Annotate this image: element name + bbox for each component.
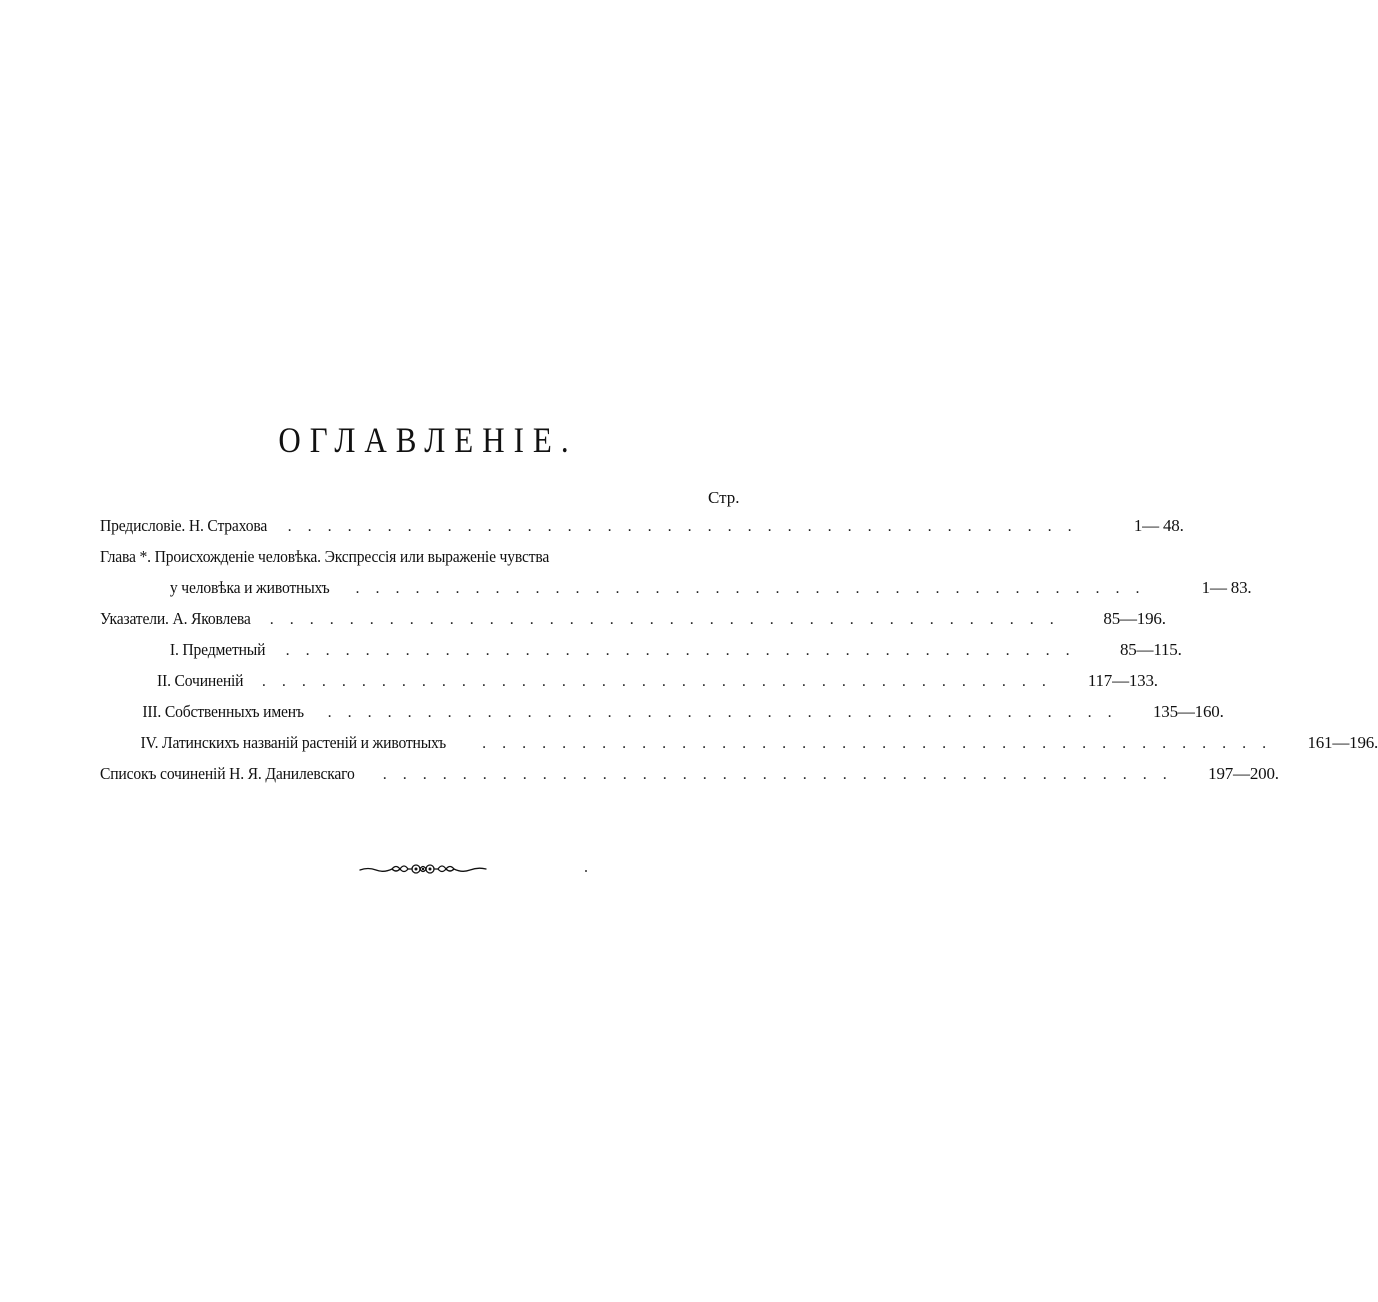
toc-entry-page: 135—160. bbox=[1152, 702, 1224, 721]
toc-entry-page: 161—196. bbox=[1307, 733, 1378, 752]
toc-entry-label: Списокъ сочиненій Н. Я. Данилевскаго bbox=[100, 764, 355, 783]
toc-entry-continuation bbox=[100, 576, 1252, 607]
toc-entry-label: IV. Латинскихъ названій растеній и животныхъ bbox=[140, 733, 447, 752]
toc-entry bbox=[100, 514, 1184, 545]
toc-entry bbox=[100, 762, 1279, 793]
toc-leader-dots: . . . . . . . . . . . . . . . . . . . . . . . . . . . . . . . . . . . . . . . . bbox=[355, 580, 1146, 597]
toc-entry-label: Глава *. Происхожденіе человѣка. Экспрессія или выраженіе чувства bbox=[100, 547, 550, 566]
toc-entry-label: Предисловіе. Н. Страхова bbox=[100, 516, 268, 535]
toc-entry-page: 1— 48. bbox=[1133, 516, 1184, 535]
toc-entry-label: III. Собственныхъ именъ bbox=[142, 702, 304, 721]
toc-leader-dots: . . . . . . . . . . . . . . . . . . . . . . . . . . . . . . . . . . . . . . . . bbox=[382, 766, 1173, 783]
toc-entry-page: 85—196. bbox=[1103, 609, 1166, 628]
toc-entry-page: 197—200. bbox=[1208, 764, 1279, 783]
page-column-header: Стр. bbox=[708, 488, 740, 507]
toc-entry-label: у человѣка и животныхъ bbox=[169, 578, 330, 597]
toc-entry-label: II. Сочиненій bbox=[157, 671, 244, 690]
toc-leader-dots: . . . . . . . . . . . . . . . . . . . . . . . . . . . . . . . . . . . . . . . . bbox=[269, 611, 1060, 628]
toc-leader-dots: . . . . . . . . . . . . . . . . . . . . . . . . . . . . . . . . . . . . . . . . bbox=[285, 642, 1076, 659]
table-of-contents bbox=[100, 514, 1378, 793]
toc-entry-page: 85—115. bbox=[1119, 640, 1182, 659]
toc-leader-dots: . . . . . . . . . . . . . . . . . . . . . . . . . . . . . . . . . . . . . . . . bbox=[327, 704, 1118, 721]
toc-entry bbox=[100, 545, 760, 576]
toc-entry-page: 117—133. bbox=[1087, 671, 1158, 690]
floral-ornament-icon bbox=[358, 858, 488, 880]
toc-entry bbox=[100, 700, 1224, 731]
toc-entry bbox=[100, 731, 1378, 762]
toc-leader-dots: . . . . . . . . . . . . . . . . . . . . . . . . . . . . . . . . . . . . . . . . bbox=[261, 673, 1052, 690]
toc-entry-label: Указатели. А. Яковлева bbox=[100, 609, 251, 628]
toc-entry-label: I. Предметный bbox=[169, 640, 266, 659]
toc-entry bbox=[100, 638, 1182, 669]
toc-leader-dots: . . . . . . . . . . . . . . . . . . . . . . . . . . . . . . . . . . . . . . . . bbox=[287, 518, 1078, 535]
toc-entry bbox=[100, 607, 1166, 638]
toc-entry-page: 1— 83. bbox=[1201, 578, 1252, 597]
toc-leader-dots: . . . . . . . . . . . . . . . . . . . . . . . . . . . . . . . . . . . . . . . . bbox=[482, 735, 1273, 752]
print-speck bbox=[585, 870, 587, 872]
page-title: ОГЛАВЛЕНІЕ. bbox=[278, 420, 578, 461]
toc-entry bbox=[100, 669, 1158, 700]
